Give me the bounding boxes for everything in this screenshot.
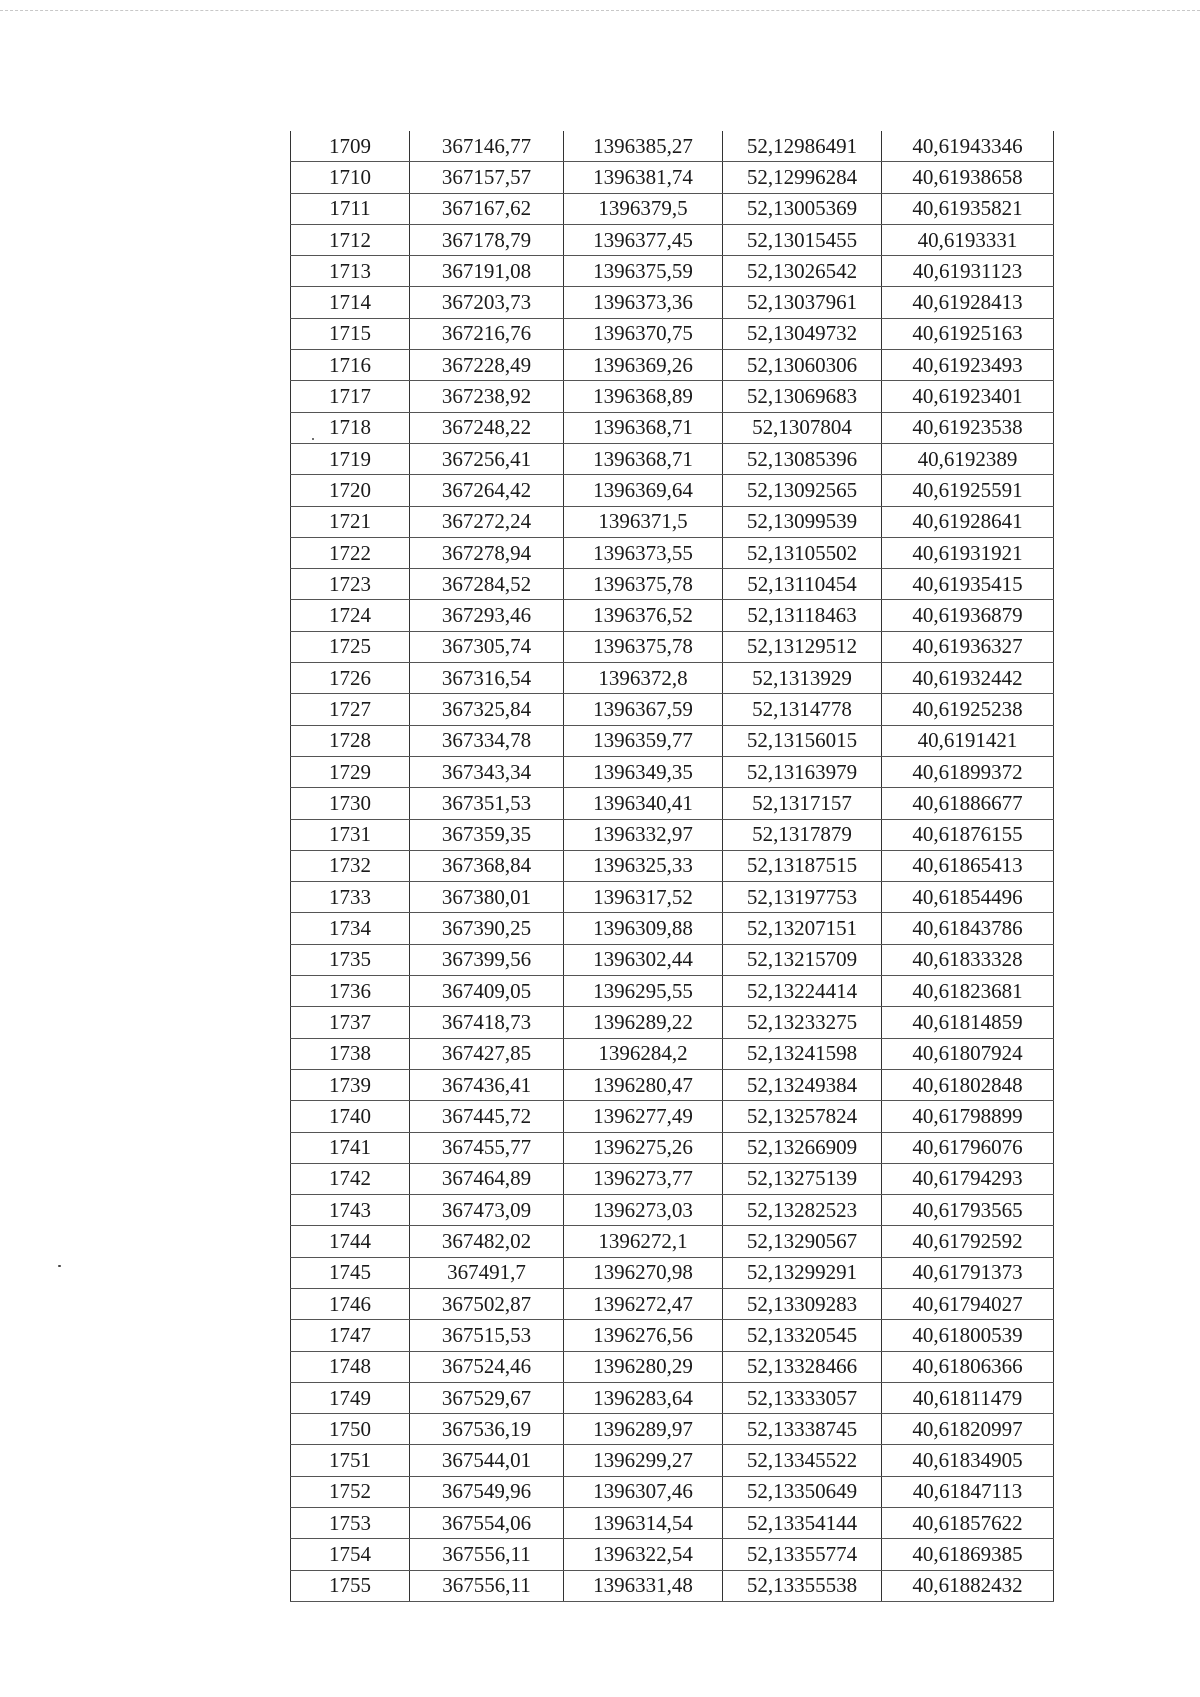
cell-point-number: 1746 — [291, 1288, 410, 1319]
cell-longitude: 40,61923538 — [882, 412, 1054, 443]
cell-longitude: 40,6192389 — [882, 443, 1054, 474]
cell-point-number: 1710 — [291, 162, 410, 193]
cell-point-number: 1720 — [291, 475, 410, 506]
cell-y-coordinate: 1396369,26 — [564, 350, 723, 381]
table-row — [291, 318, 1054, 349]
cell-latitude: 52,1317157 — [723, 788, 882, 819]
table-row — [291, 1257, 1054, 1288]
cell-x-coordinate: 367216,76 — [410, 318, 564, 349]
cell-longitude: 40,61932442 — [882, 663, 1054, 694]
cell-y-coordinate: 1396325,33 — [564, 850, 723, 881]
table-row — [291, 1445, 1054, 1476]
cell-point-number: 1743 — [291, 1195, 410, 1226]
cell-y-coordinate: 1396373,36 — [564, 287, 723, 318]
cell-x-coordinate: 367529,67 — [410, 1382, 564, 1413]
cell-latitude: 52,1317879 — [723, 819, 882, 850]
table-row — [291, 1382, 1054, 1413]
table-row — [291, 663, 1054, 694]
table-row — [291, 412, 1054, 443]
table-row — [291, 193, 1054, 224]
cell-y-coordinate: 1396375,78 — [564, 569, 723, 600]
table-row — [291, 475, 1054, 506]
cell-y-coordinate: 1396295,55 — [564, 976, 723, 1007]
cell-latitude: 52,13282523 — [723, 1195, 882, 1226]
cell-x-coordinate: 367178,79 — [410, 224, 564, 255]
table-row — [291, 694, 1054, 725]
cell-x-coordinate: 367436,41 — [410, 1069, 564, 1100]
cell-longitude: 40,61843786 — [882, 913, 1054, 944]
cell-y-coordinate: 1396280,47 — [564, 1069, 723, 1100]
cell-latitude: 52,13085396 — [723, 443, 882, 474]
cell-latitude: 52,13350649 — [723, 1476, 882, 1507]
cell-x-coordinate: 367325,84 — [410, 694, 564, 725]
cell-y-coordinate: 1396270,98 — [564, 1257, 723, 1288]
cell-point-number: 1742 — [291, 1163, 410, 1194]
cell-x-coordinate: 367390,25 — [410, 913, 564, 944]
cell-latitude: 52,13049732 — [723, 318, 882, 349]
table-row — [291, 756, 1054, 787]
cell-y-coordinate: 1396381,74 — [564, 162, 723, 193]
cell-y-coordinate: 1396359,77 — [564, 725, 723, 756]
table-row — [291, 537, 1054, 568]
table-row — [291, 256, 1054, 287]
cell-point-number: 1723 — [291, 569, 410, 600]
cell-y-coordinate: 1396377,45 — [564, 224, 723, 255]
cell-y-coordinate: 1396367,59 — [564, 694, 723, 725]
cell-x-coordinate: 367157,57 — [410, 162, 564, 193]
table-row — [291, 1007, 1054, 1038]
cell-y-coordinate: 1396370,75 — [564, 318, 723, 349]
cell-point-number: 1755 — [291, 1570, 410, 1601]
cell-longitude: 40,61791373 — [882, 1257, 1054, 1288]
cell-y-coordinate: 1396349,35 — [564, 756, 723, 787]
table-row — [291, 1508, 1054, 1539]
cell-point-number: 1731 — [291, 819, 410, 850]
cell-point-number: 1725 — [291, 631, 410, 662]
table-row — [291, 1288, 1054, 1319]
cell-x-coordinate: 367536,19 — [410, 1414, 564, 1445]
cell-latitude: 52,12996284 — [723, 162, 882, 193]
cell-x-coordinate: 367418,73 — [410, 1007, 564, 1038]
cell-y-coordinate: 1396289,97 — [564, 1414, 723, 1445]
cell-longitude: 40,61899372 — [882, 756, 1054, 787]
cell-point-number: 1711 — [291, 193, 410, 224]
cell-x-coordinate: 367427,85 — [410, 1038, 564, 1069]
cell-latitude: 52,13105502 — [723, 537, 882, 568]
cell-latitude: 52,13320545 — [723, 1320, 882, 1351]
table-row — [291, 506, 1054, 537]
cell-point-number: 1714 — [291, 287, 410, 318]
cell-longitude: 40,61847113 — [882, 1476, 1054, 1507]
cell-point-number: 1737 — [291, 1007, 410, 1038]
cell-point-number: 1750 — [291, 1414, 410, 1445]
cell-longitude: 40,61793565 — [882, 1195, 1054, 1226]
cell-x-coordinate: 367524,46 — [410, 1351, 564, 1382]
cell-x-coordinate: 367334,78 — [410, 725, 564, 756]
cell-longitude: 40,61811479 — [882, 1382, 1054, 1413]
cell-latitude: 52,13333057 — [723, 1382, 882, 1413]
cell-longitude: 40,61923493 — [882, 350, 1054, 381]
cell-latitude: 52,13037961 — [723, 287, 882, 318]
cell-y-coordinate: 1396322,54 — [564, 1539, 723, 1570]
cell-x-coordinate: 367248,22 — [410, 412, 564, 443]
cell-longitude: 40,61834905 — [882, 1445, 1054, 1476]
cell-point-number: 1717 — [291, 381, 410, 412]
cell-longitude: 40,6191421 — [882, 725, 1054, 756]
cell-latitude: 52,1314778 — [723, 694, 882, 725]
table-row — [291, 1570, 1054, 1601]
cell-latitude: 52,13233275 — [723, 1007, 882, 1038]
cell-longitude: 40,61833328 — [882, 944, 1054, 975]
cell-latitude: 52,13354144 — [723, 1508, 882, 1539]
cell-point-number: 1741 — [291, 1132, 410, 1163]
cell-x-coordinate: 367380,01 — [410, 882, 564, 913]
cell-point-number: 1754 — [291, 1539, 410, 1570]
cell-x-coordinate: 367455,77 — [410, 1132, 564, 1163]
cell-latitude: 52,13309283 — [723, 1288, 882, 1319]
cell-longitude: 40,61865413 — [882, 850, 1054, 881]
cell-longitude: 40,61935415 — [882, 569, 1054, 600]
cell-longitude: 40,61820997 — [882, 1414, 1054, 1445]
cell-x-coordinate: 367549,96 — [410, 1476, 564, 1507]
cell-point-number: 1716 — [291, 350, 410, 381]
table-row — [291, 913, 1054, 944]
cell-y-coordinate: 1396273,77 — [564, 1163, 723, 1194]
scan-speck — [58, 1265, 61, 1267]
cell-longitude: 40,61936327 — [882, 631, 1054, 662]
cell-point-number: 1740 — [291, 1101, 410, 1132]
cell-y-coordinate: 1396368,71 — [564, 443, 723, 474]
cell-point-number: 1722 — [291, 537, 410, 568]
table-row — [291, 1476, 1054, 1507]
cell-x-coordinate: 367343,34 — [410, 756, 564, 787]
cell-latitude: 52,13257824 — [723, 1101, 882, 1132]
cell-point-number: 1736 — [291, 976, 410, 1007]
cell-longitude: 40,6193331 — [882, 224, 1054, 255]
cell-y-coordinate: 1396317,52 — [564, 882, 723, 913]
cell-latitude: 52,1313929 — [723, 663, 882, 694]
cell-x-coordinate: 367191,08 — [410, 256, 564, 287]
table-row — [291, 350, 1054, 381]
cell-point-number: 1719 — [291, 443, 410, 474]
cell-longitude: 40,61925163 — [882, 318, 1054, 349]
cell-longitude: 40,61931123 — [882, 256, 1054, 287]
cell-longitude: 40,61796076 — [882, 1132, 1054, 1163]
cell-y-coordinate: 1396302,44 — [564, 944, 723, 975]
table-row — [291, 1320, 1054, 1351]
cell-latitude: 52,13005369 — [723, 193, 882, 224]
cell-x-coordinate: 367264,42 — [410, 475, 564, 506]
table-row — [291, 1101, 1054, 1132]
table-row — [291, 1132, 1054, 1163]
cell-latitude: 52,13249384 — [723, 1069, 882, 1100]
cell-longitude: 40,61854496 — [882, 882, 1054, 913]
cell-latitude: 52,13015455 — [723, 224, 882, 255]
cell-latitude: 52,13290567 — [723, 1226, 882, 1257]
cell-point-number: 1729 — [291, 756, 410, 787]
cell-x-coordinate: 367473,09 — [410, 1195, 564, 1226]
cell-y-coordinate: 1396272,1 — [564, 1226, 723, 1257]
cell-x-coordinate: 367482,02 — [410, 1226, 564, 1257]
cell-x-coordinate: 367316,54 — [410, 663, 564, 694]
cell-y-coordinate: 1396331,48 — [564, 1570, 723, 1601]
cell-latitude: 52,13026542 — [723, 256, 882, 287]
cell-longitude: 40,61794293 — [882, 1163, 1054, 1194]
cell-point-number: 1751 — [291, 1445, 410, 1476]
cell-point-number: 1753 — [291, 1508, 410, 1539]
cell-longitude: 40,61798899 — [882, 1101, 1054, 1132]
cell-longitude: 40,61876155 — [882, 819, 1054, 850]
cell-y-coordinate: 1396276,56 — [564, 1320, 723, 1351]
cell-point-number: 1730 — [291, 788, 410, 819]
cell-latitude: 52,13118463 — [723, 600, 882, 631]
cell-point-number: 1721 — [291, 506, 410, 537]
cell-latitude: 52,13069683 — [723, 381, 882, 412]
cell-latitude: 52,13338745 — [723, 1414, 882, 1445]
coordinates-table — [290, 131, 1054, 1602]
cell-y-coordinate: 1396284,2 — [564, 1038, 723, 1069]
cell-latitude: 52,13215709 — [723, 944, 882, 975]
cell-x-coordinate: 367515,53 — [410, 1320, 564, 1351]
cell-x-coordinate: 367502,87 — [410, 1288, 564, 1319]
cell-x-coordinate: 367238,92 — [410, 381, 564, 412]
cell-latitude: 52,13163979 — [723, 756, 882, 787]
cell-y-coordinate: 1396376,52 — [564, 600, 723, 631]
cell-point-number: 1745 — [291, 1257, 410, 1288]
cell-latitude: 52,13187515 — [723, 850, 882, 881]
cell-y-coordinate: 1396379,5 — [564, 193, 723, 224]
cell-latitude: 52,13355538 — [723, 1570, 882, 1601]
cell-x-coordinate: 367203,73 — [410, 287, 564, 318]
table-row — [291, 287, 1054, 318]
cell-y-coordinate: 1396375,78 — [564, 631, 723, 662]
table-row — [291, 788, 1054, 819]
cell-x-coordinate: 367272,24 — [410, 506, 564, 537]
table-row — [291, 1195, 1054, 1226]
cell-longitude: 40,61935821 — [882, 193, 1054, 224]
table-row — [291, 819, 1054, 850]
cell-longitude: 40,61802848 — [882, 1069, 1054, 1100]
cell-point-number: 1713 — [291, 256, 410, 287]
table-row — [291, 443, 1054, 474]
cell-latitude: 52,13156015 — [723, 725, 882, 756]
cell-latitude: 52,13224414 — [723, 976, 882, 1007]
cell-y-coordinate: 1396372,8 — [564, 663, 723, 694]
cell-y-coordinate: 1396385,27 — [564, 131, 723, 162]
table-row — [291, 600, 1054, 631]
cell-point-number: 1744 — [291, 1226, 410, 1257]
cell-longitude: 40,61925238 — [882, 694, 1054, 725]
cell-x-coordinate: 367464,89 — [410, 1163, 564, 1194]
cell-point-number: 1749 — [291, 1382, 410, 1413]
cell-y-coordinate: 1396375,59 — [564, 256, 723, 287]
cell-y-coordinate: 1396309,88 — [564, 913, 723, 944]
cell-point-number: 1712 — [291, 224, 410, 255]
table-row — [291, 631, 1054, 662]
cell-x-coordinate: 367305,74 — [410, 631, 564, 662]
cell-point-number: 1733 — [291, 882, 410, 913]
table-row — [291, 850, 1054, 881]
cell-x-coordinate: 367556,11 — [410, 1539, 564, 1570]
cell-y-coordinate: 1396373,55 — [564, 537, 723, 568]
cell-point-number: 1735 — [291, 944, 410, 975]
cell-latitude: 52,13241598 — [723, 1038, 882, 1069]
cell-x-coordinate: 367278,94 — [410, 537, 564, 568]
cell-y-coordinate: 1396369,64 — [564, 475, 723, 506]
cell-latitude: 52,13207151 — [723, 913, 882, 944]
cell-x-coordinate: 367409,05 — [410, 976, 564, 1007]
cell-x-coordinate: 367351,53 — [410, 788, 564, 819]
table-row — [291, 725, 1054, 756]
cell-y-coordinate: 1396332,97 — [564, 819, 723, 850]
table-row — [291, 224, 1054, 255]
cell-latitude: 52,13266909 — [723, 1132, 882, 1163]
cell-y-coordinate: 1396280,29 — [564, 1351, 723, 1382]
cell-latitude: 52,13092565 — [723, 475, 882, 506]
cell-point-number: 1747 — [291, 1320, 410, 1351]
table-row — [291, 162, 1054, 193]
cell-point-number: 1738 — [291, 1038, 410, 1069]
cell-x-coordinate: 367399,56 — [410, 944, 564, 975]
cell-longitude: 40,61857622 — [882, 1508, 1054, 1539]
table-row — [291, 1226, 1054, 1257]
cell-longitude: 40,61923401 — [882, 381, 1054, 412]
table-row — [291, 569, 1054, 600]
cell-x-coordinate: 367256,41 — [410, 443, 564, 474]
cell-latitude: 52,13060306 — [723, 350, 882, 381]
cell-point-number: 1718 — [291, 412, 410, 443]
cell-longitude: 40,61882432 — [882, 1570, 1054, 1601]
scan-edge-line — [0, 10, 1200, 11]
table-row — [291, 944, 1054, 975]
cell-point-number: 1715 — [291, 318, 410, 349]
cell-x-coordinate: 367368,84 — [410, 850, 564, 881]
cell-latitude: 52,13355774 — [723, 1539, 882, 1570]
cell-x-coordinate: 367293,46 — [410, 600, 564, 631]
cell-point-number: 1732 — [291, 850, 410, 881]
cell-x-coordinate: 367146,77 — [410, 131, 564, 162]
cell-y-coordinate: 1396371,5 — [564, 506, 723, 537]
cell-longitude: 40,61806366 — [882, 1351, 1054, 1382]
cell-latitude: 52,13275139 — [723, 1163, 882, 1194]
cell-point-number: 1726 — [291, 663, 410, 694]
cell-y-coordinate: 1396275,26 — [564, 1132, 723, 1163]
scan-speck — [312, 438, 314, 440]
cell-x-coordinate: 367228,49 — [410, 350, 564, 381]
cell-point-number: 1752 — [291, 1476, 410, 1507]
cell-latitude: 52,13110454 — [723, 569, 882, 600]
cell-point-number: 1728 — [291, 725, 410, 756]
cell-x-coordinate: 367491,7 — [410, 1257, 564, 1288]
cell-y-coordinate: 1396307,46 — [564, 1476, 723, 1507]
cell-y-coordinate: 1396277,49 — [564, 1101, 723, 1132]
table-row — [291, 131, 1054, 162]
cell-longitude: 40,61814859 — [882, 1007, 1054, 1038]
cell-latitude: 52,13197753 — [723, 882, 882, 913]
cell-longitude: 40,61928413 — [882, 287, 1054, 318]
cell-x-coordinate: 367284,52 — [410, 569, 564, 600]
table-row — [291, 1163, 1054, 1194]
table-row — [291, 1038, 1054, 1069]
table-row — [291, 1351, 1054, 1382]
table-row — [291, 1539, 1054, 1570]
cell-longitude: 40,61938658 — [882, 162, 1054, 193]
cell-latitude: 52,13328466 — [723, 1351, 882, 1382]
cell-latitude: 52,13129512 — [723, 631, 882, 662]
cell-y-coordinate: 1396272,47 — [564, 1288, 723, 1319]
cell-latitude: 52,12986491 — [723, 131, 882, 162]
coordinates-table-container — [290, 131, 1053, 1602]
cell-y-coordinate: 1396314,54 — [564, 1508, 723, 1539]
cell-x-coordinate: 367359,35 — [410, 819, 564, 850]
cell-longitude: 40,61886677 — [882, 788, 1054, 819]
cell-point-number: 1727 — [291, 694, 410, 725]
table-row — [291, 882, 1054, 913]
cell-latitude: 52,13345522 — [723, 1445, 882, 1476]
cell-longitude: 40,61792592 — [882, 1226, 1054, 1257]
cell-longitude: 40,61794027 — [882, 1288, 1054, 1319]
cell-y-coordinate: 1396273,03 — [564, 1195, 723, 1226]
cell-y-coordinate: 1396368,89 — [564, 381, 723, 412]
cell-longitude: 40,61807924 — [882, 1038, 1054, 1069]
table-row — [291, 381, 1054, 412]
cell-longitude: 40,61931921 — [882, 537, 1054, 568]
cell-longitude: 40,61869385 — [882, 1539, 1054, 1570]
cell-latitude: 52,13099539 — [723, 506, 882, 537]
cell-longitude: 40,61823681 — [882, 976, 1054, 1007]
cell-y-coordinate: 1396289,22 — [564, 1007, 723, 1038]
cell-point-number: 1724 — [291, 600, 410, 631]
cell-latitude: 52,13299291 — [723, 1257, 882, 1288]
cell-x-coordinate: 367556,11 — [410, 1570, 564, 1601]
cell-x-coordinate: 367167,62 — [410, 193, 564, 224]
cell-x-coordinate: 367445,72 — [410, 1101, 564, 1132]
table-row — [291, 1414, 1054, 1445]
cell-point-number: 1748 — [291, 1351, 410, 1382]
cell-x-coordinate: 367544,01 — [410, 1445, 564, 1476]
coordinates-table-body — [291, 131, 1054, 1601]
cell-longitude: 40,61925591 — [882, 475, 1054, 506]
cell-y-coordinate: 1396368,71 — [564, 412, 723, 443]
cell-longitude: 40,61943346 — [882, 131, 1054, 162]
cell-latitude: 52,1307804 — [723, 412, 882, 443]
table-row — [291, 976, 1054, 1007]
cell-point-number: 1709 — [291, 131, 410, 162]
cell-longitude: 40,61936879 — [882, 600, 1054, 631]
cell-longitude: 40,61800539 — [882, 1320, 1054, 1351]
cell-y-coordinate: 1396299,27 — [564, 1445, 723, 1476]
cell-point-number: 1734 — [291, 913, 410, 944]
cell-x-coordinate: 367554,06 — [410, 1508, 564, 1539]
cell-point-number: 1739 — [291, 1069, 410, 1100]
cell-y-coordinate: 1396340,41 — [564, 788, 723, 819]
cell-longitude: 40,61928641 — [882, 506, 1054, 537]
table-row — [291, 1069, 1054, 1100]
cell-y-coordinate: 1396283,64 — [564, 1382, 723, 1413]
